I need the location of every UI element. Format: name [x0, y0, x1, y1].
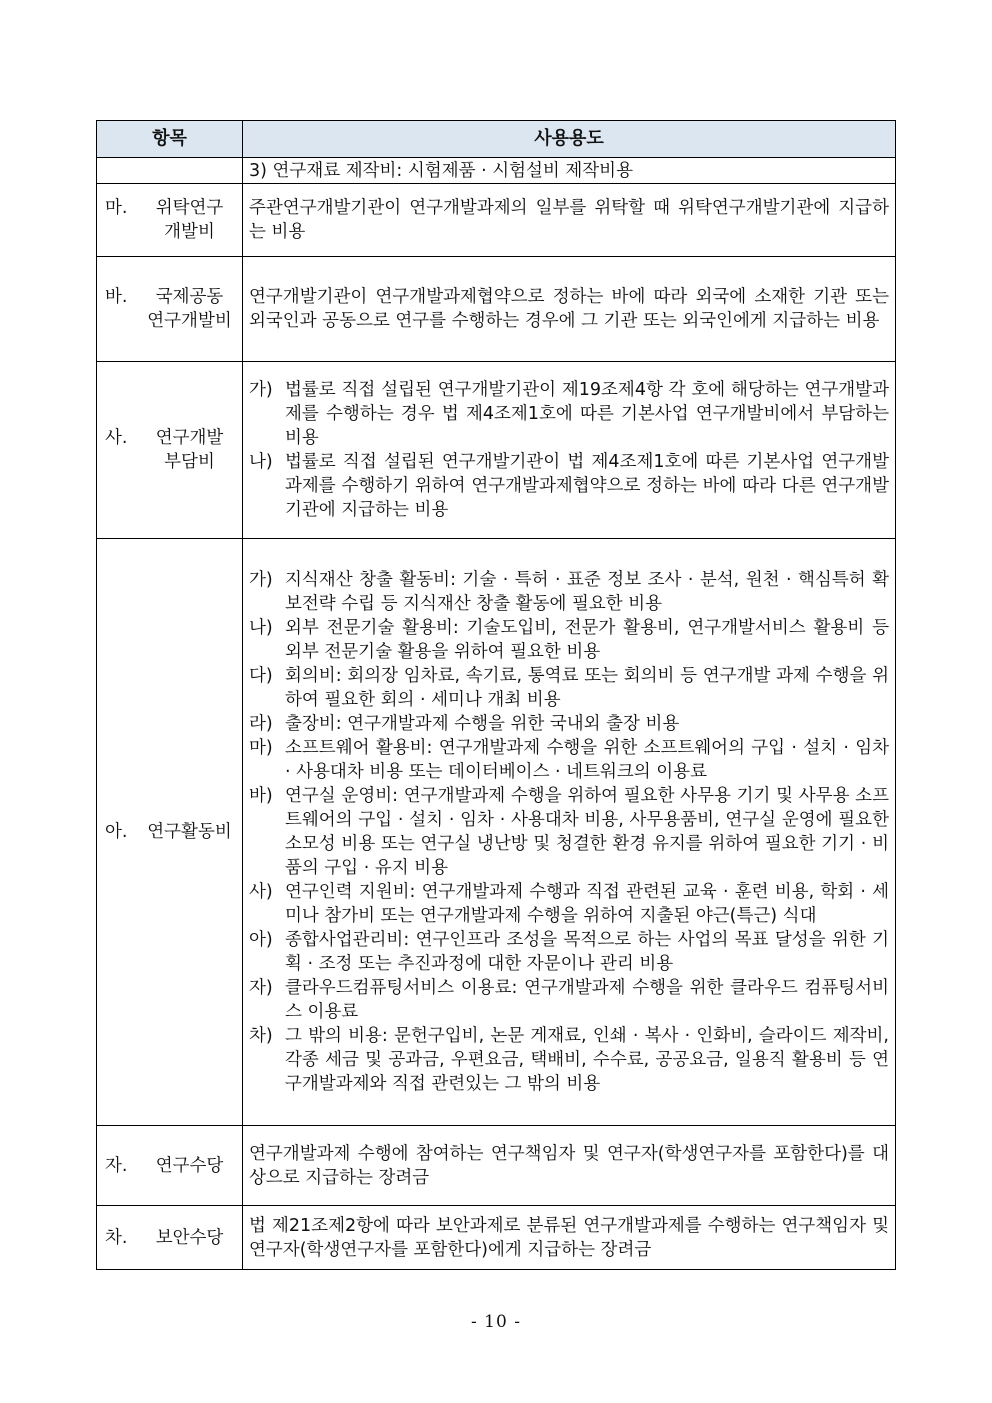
item-text: 외부 전문기술 활용비: 기술도입비, 전문가 활용비, 연구개발서비스 활용비 등 외부 전문기술 활용을 위하여 필요한 비용 — [285, 618, 889, 662]
table-row — [97, 1206, 896, 1270]
category-label: 위탁연구 — [155, 198, 224, 218]
usage-text: 연구개발기관이 연구개발과제협약으로 정하는 바에 따라 외국에 소재한 기관 또는 외국인과 공동으로 연구를 수행하는 경우에 그 기관 또는 외국인에게 지급하는 비용 — [249, 287, 889, 331]
category-label: 연구개발 — [155, 428, 224, 448]
table-header-row — [97, 121, 896, 158]
usage-cell — [243, 184, 896, 257]
item-text: 그 밖의 비용: 문헌구입비, 논문 게재료, 인쇄 · 복사 · 인화비, 슬라이드 제작비, 각종 세금 및 공과금, 우편요금, 택배비, 수수료, 공공요금, 일용직 활용비 등 연구개발과제와 직접 관련있는 그 밖의 비용 — [285, 1026, 889, 1094]
item-marker: 다) — [249, 666, 273, 686]
item-marker: 자) — [249, 978, 273, 998]
item-marker: 마) — [249, 738, 273, 758]
item-marker: 가) — [249, 380, 273, 400]
item-marker: 라) — [249, 714, 273, 734]
item-text: 지식재산 창출 활동비: 기술 · 특허 · 표준 정보 조사 · 분석, 원천 · 핵심특허 확보전략 수립 등 지식재산 창출 활동에 필요한 비용 — [285, 570, 889, 614]
category-label: 국제공동 — [155, 287, 224, 307]
usage-list-item — [249, 880, 889, 928]
item-text: 클라우드컴퓨팅서비스 이용료: 연구개발과제 수행을 위한 클라우드 컴퓨팅서비스 이용료 — [285, 978, 889, 1022]
usage-list-item — [249, 1024, 889, 1096]
table-row — [97, 257, 896, 362]
usage-cell — [243, 1126, 896, 1206]
usage-list-item — [249, 378, 889, 450]
item-marker: 아) — [249, 930, 273, 950]
usage-cell — [243, 539, 896, 1126]
page-number: - 10 - — [471, 1312, 521, 1332]
category-prefix: 사. — [105, 428, 128, 448]
table-body — [97, 158, 896, 1270]
category-label: 연구활동비 — [147, 822, 232, 842]
category-label: 개발비 — [164, 222, 215, 242]
usage-cell — [243, 1206, 896, 1270]
usage-cell — [243, 362, 896, 539]
usage-list-item — [249, 568, 889, 616]
category-cell — [97, 1126, 243, 1206]
category-cell — [97, 158, 243, 184]
usage-text: 주관연구개발기관이 연구개발과제의 일부를 위탁할 때 위탁연구개발기관에 지급하는 비용 — [249, 198, 889, 242]
usage-list-item — [249, 712, 889, 736]
category-label: 보안수당 — [155, 1227, 224, 1248]
item-text: 회의비: 회의장 임차료, 속기료, 통역료 또는 회의비 등 연구개발 과제 수행을 위하여 필요한 회의 · 세미나 개최 비용 — [285, 666, 889, 710]
usage-list-item — [249, 616, 889, 664]
table-row — [97, 184, 896, 257]
item-text: 소프트웨어 활용비: 연구개발과제 수행을 위한 소프트웨어의 구입 · 설치 · 임차 · 사용대차 비용 또는 데이터베이스 · 네트워크의 이용료 — [285, 738, 889, 782]
category-label: 연구개발비 — [147, 311, 232, 331]
table-row — [97, 158, 896, 184]
item-text: 법률로 직접 설립된 연구개발기관이 제19조제4항 각 호에 해당하는 연구개발과제를 수행하는 경우 법 제4조제1호에 따른 기본사업 연구개발비에서 부담하는 비용 — [285, 380, 889, 448]
category-label: 부담비 — [164, 452, 215, 472]
item-marker: 나) — [249, 618, 273, 638]
usage-text: 연구개발과제 수행에 참여하는 연구책임자 및 연구자(학생연구자를 포함한다)를 대상으로 지급하는 장려금 — [249, 1143, 889, 1188]
category-prefix: 바. — [105, 287, 128, 307]
item-text: 연구인력 지원비: 연구개발과제 수행과 직접 관련된 교육 · 훈련 비용, 학회 · 세미나 참가비 또는 연구개발과제 수행을 위하여 지출된 야근(특근) 식대 — [285, 882, 889, 926]
usage-cell — [243, 158, 896, 184]
usage-text: 법 제21조제2항에 따라 보안과제로 분류된 연구개발과제를 수행하는 연구책임자 및 연구자(학생연구자를 포함한다)에게 지급하는 장려금 — [249, 1215, 889, 1260]
usage-list-item — [249, 736, 889, 784]
table-row — [97, 1126, 896, 1206]
category-label: 연구수당 — [155, 1155, 224, 1176]
usage-list-item — [249, 450, 889, 522]
category-cell — [97, 1206, 243, 1270]
usage-cell — [243, 257, 896, 362]
category-cell — [97, 257, 243, 362]
usage-list-item — [249, 928, 889, 976]
item-marker: 차) — [249, 1026, 273, 1046]
usage-list-item — [249, 784, 889, 880]
category-prefix: 마. — [105, 198, 128, 218]
category-cell — [97, 362, 243, 539]
table-row — [97, 539, 896, 1126]
category-cell — [97, 539, 243, 1126]
item-marker: 나) — [249, 452, 273, 472]
item-text: 종합사업관리비: 연구인프라 조성을 목적으로 하는 사업의 목표 달성을 위한 기획 · 조정 또는 추진과정에 대한 자문이나 관리 비용 — [285, 930, 889, 974]
usage-list-item — [249, 976, 889, 1024]
expense-usage-table — [96, 120, 896, 1270]
item-text: 연구실 운영비: 연구개발과제 수행을 위하여 필요한 사무용 기기 및 사무용 소프트웨어의 구입 · 설치 · 임차 · 사용대차 비용, 사무용품비, 연구실 운영에 필요한 소모성 비용 또는 연구실 냉난방 및 청결한 환경 유지를 위하여 필요한 기기 · 비품의 구입 · 유지 비용 — [285, 786, 889, 878]
item-marker: 가) — [249, 570, 273, 590]
header-item: 항목 — [97, 121, 243, 158]
category-prefix: 자. — [105, 1155, 128, 1176]
header-usage: 사용용도 — [243, 121, 896, 158]
item-marker: 사) — [249, 882, 273, 902]
category-prefix: 아. — [105, 822, 128, 842]
item-text: 출장비: 연구개발과제 수행을 위한 국내외 출장 비용 — [285, 714, 680, 734]
usage-list-item — [249, 664, 889, 712]
usage-text: 3) 연구재료 제작비: 시험제품 · 시험설비 제작비용 — [249, 160, 633, 181]
item-text: 법률로 직접 설립된 연구개발기관이 법 제4조제1호에 따른 기본사업 연구개발과제를 수행하기 위하여 연구개발과제협약으로 정하는 바에 따라 다른 연구개발기관에 지급하는 비용 — [285, 452, 889, 520]
category-cell — [97, 184, 243, 257]
category-prefix: 차. — [105, 1227, 128, 1248]
table-row — [97, 362, 896, 539]
item-marker: 바) — [249, 786, 273, 806]
